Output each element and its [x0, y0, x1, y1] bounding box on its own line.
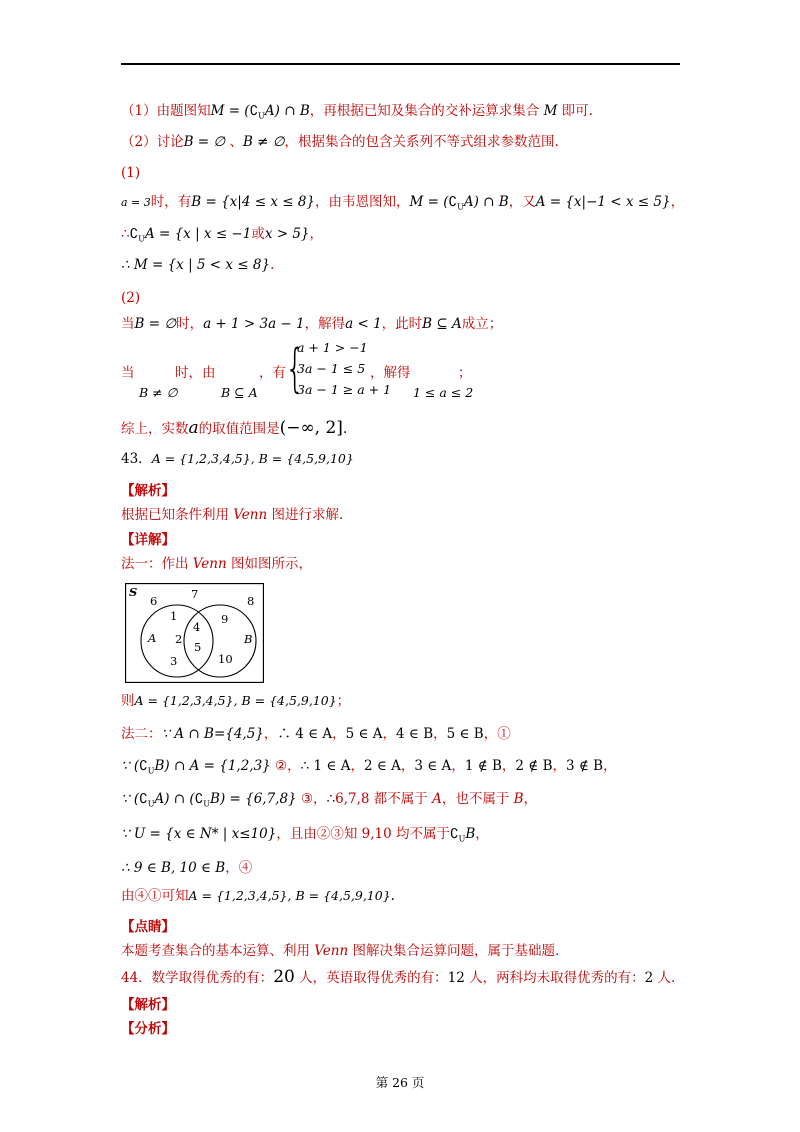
label-s: S [129, 585, 138, 599]
text: 人，两科均未取得优秀的有： [464, 970, 645, 986]
math: a < 1 [345, 316, 382, 332]
text: 法二： [121, 726, 162, 742]
text: B [513, 791, 524, 807]
text: 即可. [557, 103, 593, 119]
region-number: 7 [191, 587, 199, 601]
math: 12 [447, 970, 465, 986]
math: B [465, 826, 476, 842]
text: ， [382, 726, 397, 742]
math: A) ∩ ( [154, 791, 195, 807]
math: A = {x | x ≤ −1 [144, 226, 252, 242]
text: ， [603, 758, 617, 774]
math: x > 5} [264, 226, 310, 242]
header-rule [121, 63, 680, 65]
math: a = 3 [121, 196, 151, 209]
line-conclusion [121, 419, 347, 438]
line-method-1 [121, 555, 312, 573]
text: 6,7,8 都不属于 [335, 791, 433, 807]
complement-symbol: $∁_U$ [139, 791, 155, 809]
section-tag-summary: 【点睛】 [121, 919, 175, 935]
question-44 [121, 968, 675, 987]
line-method-2-e [121, 859, 252, 877]
line-method-2-b [121, 757, 617, 781]
text: 人. [653, 970, 676, 986]
math: ∵ U = {x ∈ N* | x [121, 826, 240, 842]
section-tag-breakdown: 【分析】 [121, 1021, 175, 1037]
text: 图解决集合运算问题，属于基础题. [348, 943, 560, 959]
text: A [432, 791, 442, 807]
line-part2-a [121, 315, 502, 333]
math: 3 ∈ A [414, 758, 452, 774]
math: A = {1,2,3,4,5}, B = {4,5,9,10} [188, 888, 391, 903]
math: 2 ∉ B [515, 758, 553, 774]
text: 本题考查集合的基本运算、利用 [121, 943, 315, 959]
complement-symbol: $∁_U$ [249, 103, 265, 121]
math: A = {x|−1 < x ≤ 5} [535, 194, 671, 210]
text: ∴ [326, 791, 336, 807]
page-number: 26 [392, 1075, 408, 1090]
text: ，有 [259, 365, 286, 381]
line-result-2 [121, 887, 395, 905]
text: ， [350, 758, 364, 774]
text: 当 [121, 365, 135, 381]
math: ∵ ( [121, 791, 140, 807]
section-tag-detail: 【详解】 [121, 532, 175, 548]
region-number: 10 [218, 652, 233, 666]
text: Venn [314, 943, 349, 959]
text: ， [451, 758, 465, 774]
text: ，此时 [381, 316, 423, 332]
part-2-label: (2) [121, 290, 141, 306]
math: A = {1,2,3,4,5}, B = {4,5,9,10} [134, 693, 337, 708]
text: ， [332, 726, 346, 742]
text: ③， [296, 791, 327, 807]
section-tag-analysis-2: 【解析】 [121, 997, 175, 1013]
region-number: 8 [247, 594, 255, 608]
text: ，由韦恩图知， [315, 194, 410, 210]
text: ， [400, 758, 415, 774]
complement-symbol: $∁_U$ [139, 758, 155, 776]
text: 第 [375, 1075, 393, 1090]
math: M = ( [409, 194, 449, 210]
math: ∵ A ∩ B={4,5} [161, 726, 264, 742]
text: Venn [233, 507, 268, 523]
text: Venn [192, 556, 227, 572]
line-analysis-1 [121, 102, 593, 126]
text: 图如图所示， [226, 556, 312, 572]
part-1-label: (1) [121, 165, 141, 181]
math: B = {x|4 ≤ x ≤ 8} [191, 194, 316, 210]
math: ∴ 1 ∈ A [300, 758, 351, 774]
line-part1-c [121, 256, 274, 274]
math: B ⊆ A [221, 385, 258, 400]
text: ， [501, 758, 516, 774]
text: （2）讨论 [121, 134, 184, 150]
math: A = {1,2,3,4,5}, B = {4,5,9,10} [151, 451, 354, 466]
math: 1 ≤ a ≤ 2 [413, 385, 474, 400]
label-b: B [244, 632, 253, 646]
line-result-1 [121, 692, 350, 710]
text: ②， [270, 758, 301, 774]
inequality: a + 1 > −1 [297, 340, 368, 355]
section-tag-analysis: 【解析】 [121, 483, 175, 499]
text: 则 [121, 693, 135, 709]
text: 由④①可知 [121, 888, 189, 904]
inequality: 3a − 1 ≥ a + 1 [297, 382, 392, 397]
text: ，④ [225, 860, 253, 876]
region-number: 9 [221, 612, 229, 626]
text: ，解得 [370, 365, 411, 381]
line-part1-a [121, 193, 684, 217]
text: ，又 [508, 194, 536, 210]
math: B = ∅ [134, 316, 177, 332]
text: ， [433, 726, 447, 742]
venn-diagram [125, 583, 264, 683]
text: ， [309, 226, 324, 242]
region-number: 2 [175, 632, 183, 646]
text: 或 [251, 226, 265, 242]
text: ，再根据已知及集合的交补运算求集合 [309, 103, 544, 119]
complement-symbol: $∁_U$ [450, 826, 466, 844]
line-method [121, 506, 343, 524]
inequality: 3a − 1 ≤ 5 [297, 361, 366, 376]
math: B ≠ ∅ [242, 134, 285, 150]
text: ， [552, 758, 566, 774]
math: M [543, 103, 558, 119]
region-number: 1 [170, 609, 178, 623]
math: B ≠ ∅ [139, 385, 178, 400]
text: ∴ [121, 226, 130, 242]
math: a [188, 418, 199, 438]
math: 20 [273, 967, 295, 987]
text: ； [336, 693, 351, 709]
math: A) ∩ B [463, 194, 509, 210]
math: 5 ∈ B [446, 726, 484, 742]
text: ，① [483, 726, 511, 742]
text: 图进行求解. [267, 507, 344, 523]
math: 4 ∈ B [396, 726, 434, 742]
text: ， [263, 726, 278, 742]
text: 44．数学取得优秀的有： [121, 970, 274, 986]
line-method-2-a [121, 725, 511, 743]
text: ， [475, 826, 489, 842]
complement-symbol: $∁_U$ [448, 194, 464, 212]
text: ，解得 [304, 316, 346, 332]
math: 2 ∈ A [363, 758, 401, 774]
page-footer [0, 1073, 800, 1091]
text: 时，有 [150, 194, 192, 210]
math: M = ( [210, 103, 250, 119]
math: (−∞, 2] [279, 418, 343, 438]
text: 页 [407, 1075, 425, 1090]
text: 的取值范围是 [198, 421, 280, 437]
text: 时，由 [175, 365, 216, 381]
less-equal-symbol: ≤ [239, 826, 251, 842]
line-analysis-2 [121, 133, 559, 151]
math: 10} [250, 826, 277, 842]
text: 当 [121, 316, 135, 332]
math: 5 ∈ A [345, 726, 383, 742]
math: ∴ 4 ∈ A [277, 726, 333, 742]
text: ，且由②③知 9,10 均不属于 [276, 826, 450, 842]
label-a: A [148, 631, 157, 645]
text: ； [458, 365, 472, 381]
text: 人，英语取得优秀的有： [294, 970, 448, 986]
complement-symbol: $∁_U$ [194, 791, 211, 809]
math: 1 ∉ B [464, 758, 502, 774]
math: a + 1 > 3a − 1 [203, 316, 305, 332]
math: B) = {6,7,8} [210, 791, 297, 807]
question-number: 43． [121, 451, 152, 467]
question-43 [121, 450, 354, 468]
math: B = ∅ [183, 134, 226, 150]
text: 成立； [461, 316, 503, 332]
line-method-2-d [121, 825, 489, 849]
math: ∴ M = {x | 5 < x ≤ 8} [121, 257, 271, 273]
line-summary [121, 942, 559, 960]
text: ，也不属于 [441, 791, 514, 807]
text: . [342, 421, 348, 437]
text: 法一：作出 [121, 556, 193, 572]
text: 根据已知条件利用 [121, 507, 234, 523]
math: ∴ 9 ∈ B, 10 ∈ B [121, 860, 226, 876]
math: 2 [644, 970, 654, 986]
text: 、 [225, 134, 243, 150]
text: ， [670, 194, 685, 210]
text: 综上，实数 [121, 421, 189, 437]
region-number: 6 [150, 594, 158, 608]
text: 时， [176, 316, 204, 332]
math: B ⊆ A [422, 316, 462, 332]
math: B) ∩ A = {1,2,3} [154, 758, 271, 774]
math: ∵ ( [121, 758, 140, 774]
region-number: 5 [194, 640, 202, 654]
math: 3 ∉ B [566, 758, 604, 774]
text: ，根据集合的包含关系列不等式组求参数范围. [284, 134, 559, 150]
math: A) ∩ B [264, 103, 310, 119]
line-method-2-c [121, 790, 537, 814]
text: ， [523, 791, 538, 807]
text: （1）由题图知 [121, 103, 211, 119]
complement-symbol: $∁_U$ [129, 226, 145, 244]
text: . [390, 888, 395, 904]
region-number: 3 [170, 654, 178, 668]
line-part1-b [121, 225, 323, 249]
region-number: 4 [193, 620, 201, 634]
text: . [270, 257, 275, 273]
brace-icon: { [285, 339, 305, 399]
